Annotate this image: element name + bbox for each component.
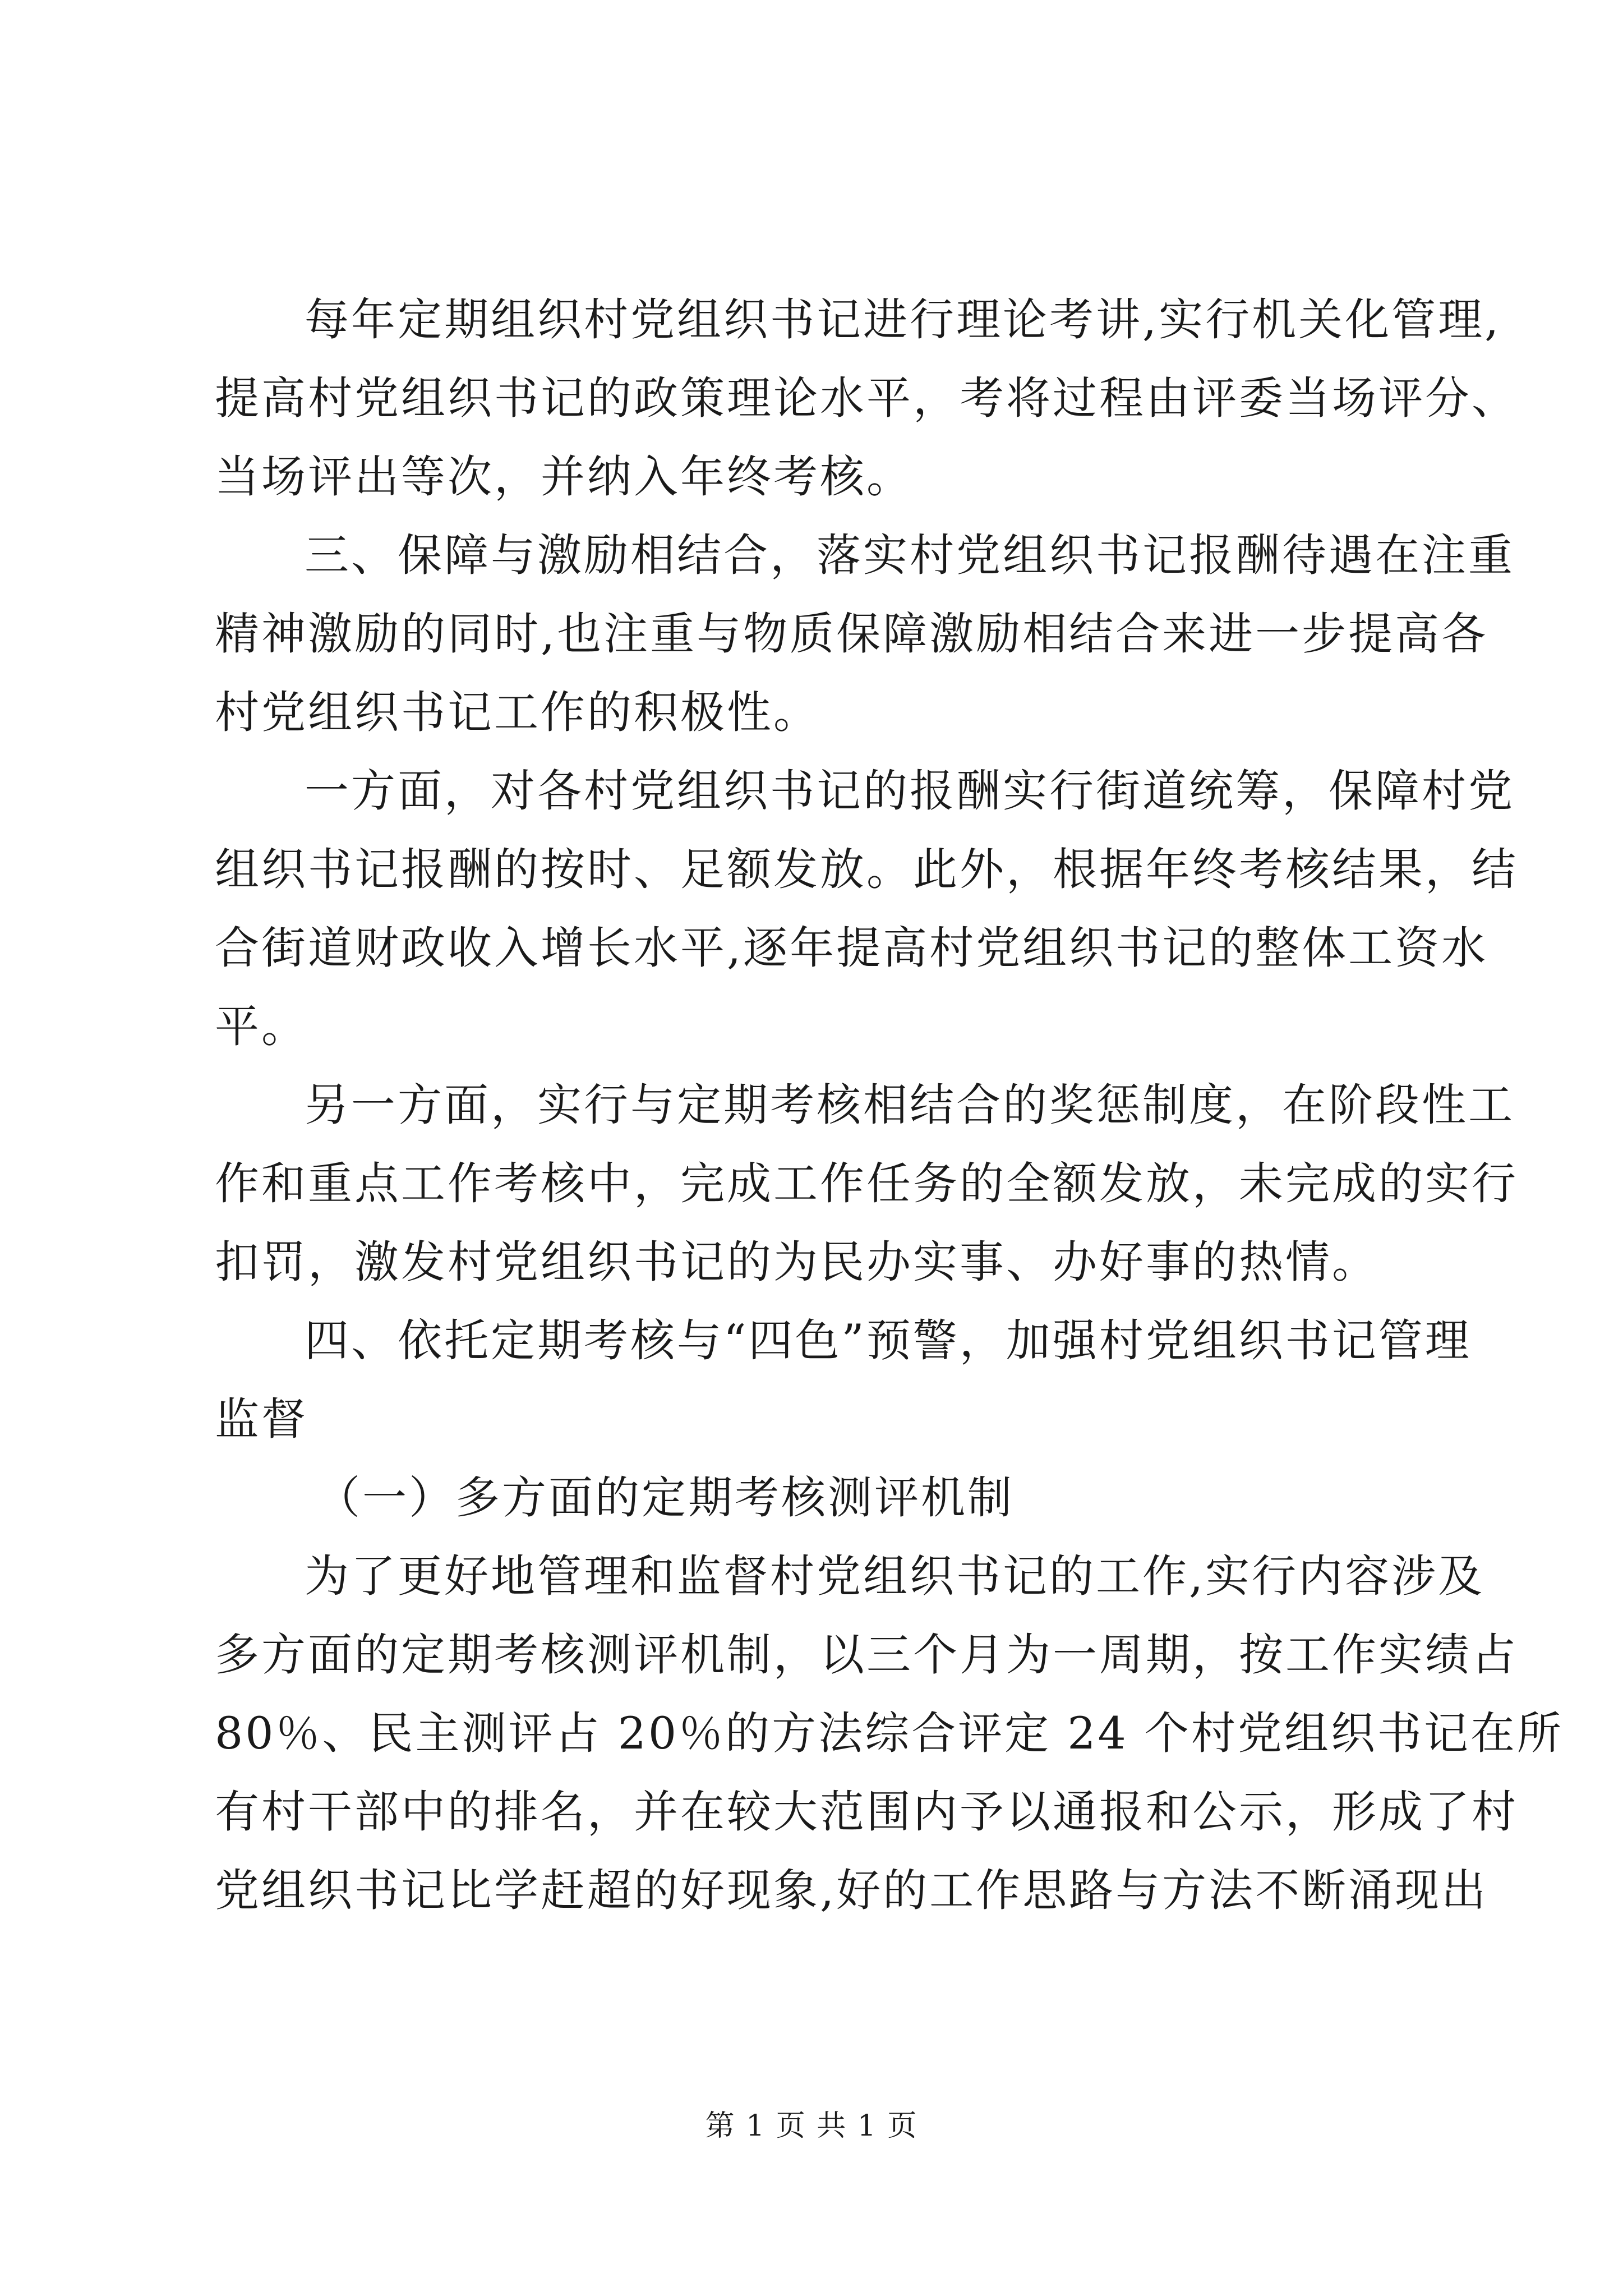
- text-line: 村党组织书记工作的积极性。: [215, 687, 820, 738]
- text-line: 平。: [215, 1001, 308, 1052]
- text-line: 监督: [215, 1393, 308, 1445]
- text-line: 为了更好地管理和监督村党组织书记的工作,实行内容涉及: [305, 1550, 1485, 1602]
- text-line: 当场评出等次，并纳入年终考核。: [215, 451, 913, 503]
- text-line: 精神激励的同时,也注重与物质保障激励相结合来进一步提高各: [215, 608, 1488, 660]
- text-line: 有村干部中的排名，并在较大范围内予以通报和公示，形成了村: [215, 1786, 1518, 1838]
- text-line: 党组织书记比学赶超的好现象,好的工作思路与方法不断涌现出: [215, 1865, 1488, 1916]
- text-line: 一方面，对各村党组织书记的报酬实行街道统筹，保障村党: [305, 765, 1515, 817]
- text-line: 每年定期组织村党组织书记进行理论考讲,实行机关化管理,: [305, 294, 1501, 346]
- text-line: 另一方面，实行与定期考核相结合的奖惩制度，在阶段性工: [305, 1079, 1515, 1131]
- text-line: 多方面的定期考核测评机制，以三个月为一周期，按工作实绩占: [215, 1629, 1518, 1681]
- section-heading-line: 四、依托定期考核与“四色”预警，加强村党组织书记管理: [305, 1315, 1472, 1366]
- document-body: [215, 280, 1564, 1930]
- text-line: 扣罚，激发村党组织书记的为民办实事、办好事的热情。: [215, 1236, 1378, 1288]
- text-line: 合街道财政收入增长水平,逐年提高村党组织书记的整体工资水: [215, 922, 1488, 974]
- text-line: 作和重点工作考核中，完成工作任务的全额发放，未完成的实行: [215, 1158, 1518, 1209]
- page-number-footer: 第 1 页 共 1 页: [705, 2109, 918, 2143]
- text-line: 80％、民主测评占 20％的方法综合评定 24 个村党组织书记在所: [215, 1708, 1564, 1759]
- text-line: 组织书记报酬的按时、足额发放。此外，根据年终考核结果，结: [215, 844, 1518, 895]
- sub-heading: （一）多方面的定期考核测评机制: [316, 1472, 1014, 1524]
- section-heading-line: 三、保障与激励相结合，落实村党组织书记报酬待遇在注重: [305, 530, 1515, 581]
- text-line: 提高村党组织书记的政策理论水平，考将过程由评委当场评分、: [215, 372, 1518, 424]
